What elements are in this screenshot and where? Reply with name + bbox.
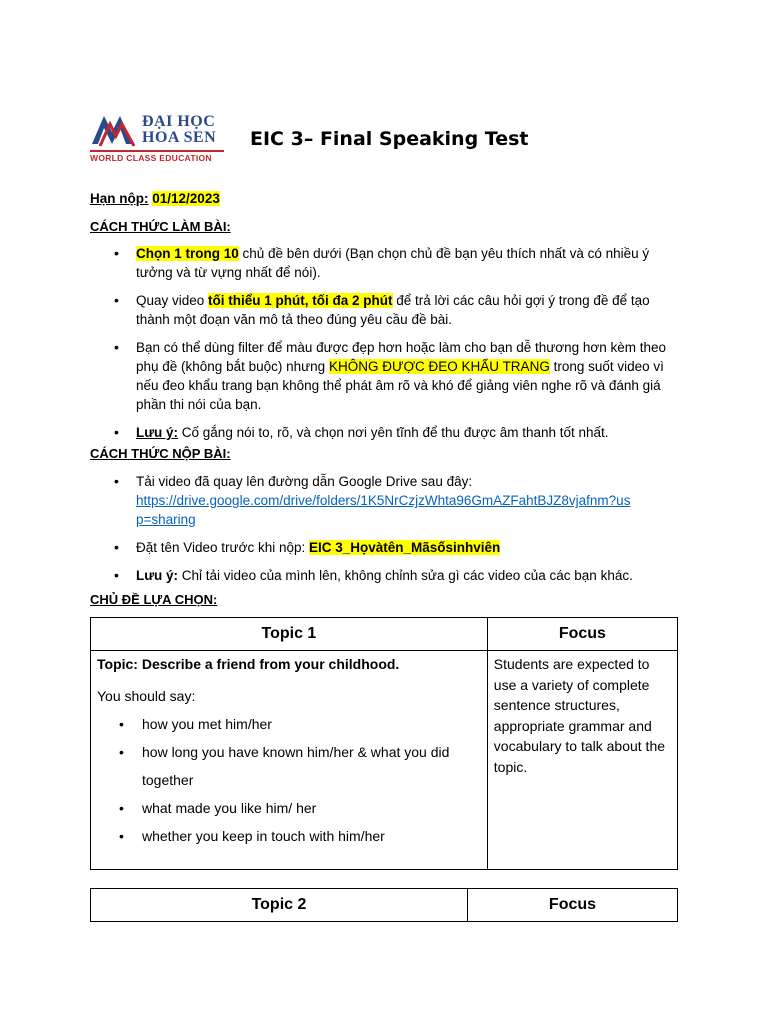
section-heading-submission: CÁCH THỨC NỘP BÀI: <box>90 446 231 461</box>
logo-divider <box>90 150 224 152</box>
item-text: Bạn có thể dùng filter để màu được đẹp hơn hoặc làm cho bạn dễ thương hơn kèm theo phụ đề (không bắt buộc) nhưng <box>136 340 667 374</box>
deadline-line <box>90 191 220 206</box>
list-item <box>110 338 670 414</box>
list-item <box>110 538 670 557</box>
list-item: • how you met him/her <box>97 710 481 738</box>
list-item <box>110 472 670 529</box>
list-item: • whether you keep in touch with him/her <box>97 822 481 850</box>
topic-1-focus: Students are expected to use a variety of complete sentence structures, appropriate grammar and vocabulary to talk about the topic. <box>487 651 677 870</box>
google-drive-link[interactable]: https://drive.google.com/drive/folders/1K5NrCzjzWhta96GmAZFahtBJZ8vjafnm?usp=sharing <box>136 493 631 527</box>
item-text: Đặt tên Video trước khi nộp: <box>136 540 309 555</box>
logo-line-2: HOA SEN <box>142 129 217 146</box>
logo-name <box>142 114 216 146</box>
topic-1-title: Topic: Describe a friend from your childhood. <box>97 656 400 672</box>
list-item <box>110 291 670 329</box>
item-text: chủ đề bên dưới (Bạn chọn chủ đề bạn yêu thích nhất và có nhiều ý tưởng và từ vựng nhất để nói). <box>136 246 650 280</box>
submission-list <box>110 472 670 585</box>
page-title: EIC 3– Final Speaking Test <box>250 128 529 150</box>
topic-1-lead: You should say: <box>97 688 196 704</box>
logo-emblem-icon <box>90 110 142 148</box>
item-text: để trả lời các câu hỏi gợi ý trong đề để tạo thành một đoạn văn mô tả theo đúng yêu cầu đề bài. <box>136 293 650 327</box>
topic-2-table <box>90 888 678 922</box>
highlight-text: EIC 3_Họvàtên_Mãsốsinhviên <box>308 540 501 555</box>
note-label: Lưu ý: <box>136 568 179 583</box>
section-heading-topics: CHỦ ĐỀ LỰA CHỌN: <box>90 592 218 607</box>
item-text: Tải video đã quay lên đường dẫn Google Drive sau đây: <box>136 474 473 489</box>
document-header <box>90 110 690 170</box>
note-label: Lưu ý: <box>136 425 179 440</box>
deadline-label: Hạn nộp: <box>90 191 149 206</box>
list-item: • how long you have known him/her & what you did together <box>97 738 481 794</box>
item-text: trong suốt video vì nếu đeo khẩu trang bạn không thể phát âm rõ và khó để giảng viên nghe rõ và đánh giá phần thi nói của bạn. <box>136 359 664 412</box>
topic-1-content <box>91 651 488 870</box>
instructions-list <box>110 244 670 442</box>
logo-line-1: ĐẠI HỌC <box>142 113 216 130</box>
item-text: Cố gắng nói to, rõ, và chọn nơi yên tĩnh để thu được âm thanh tốt nhất. <box>178 425 609 440</box>
list-item <box>110 423 670 442</box>
item-text: Chỉ tải video của mình lên, không chỉnh sửa gì các video của các bạn khác. <box>178 568 633 583</box>
highlight-text: KHÔNG ĐƯỢC ĐEO KHẨU TRANG <box>328 359 550 374</box>
topic-1-header: Topic 1 <box>91 618 488 651</box>
deadline-value: 01/12/2023 <box>152 191 220 206</box>
item-text: Quay video <box>136 293 209 308</box>
highlight-text: tối thiểu 1 phút, tối đa 2 phút <box>208 293 393 308</box>
topic-1-bullets <box>97 710 481 850</box>
university-logo <box>90 110 230 166</box>
section-heading-how-to: CÁCH THỨC LÀM BÀI: <box>90 219 231 234</box>
topic-2-header: Topic 2 <box>91 889 468 922</box>
list-item <box>110 566 670 585</box>
topic-1-table <box>90 617 678 870</box>
list-item <box>110 244 670 282</box>
focus-header: Focus <box>467 889 677 922</box>
highlight-text: Chọn 1 trong 10 <box>136 246 239 261</box>
list-item: • what made you like him/ her <box>97 794 481 822</box>
focus-header: Focus <box>487 618 677 651</box>
logo-tagline: WORLD CLASS EDUCATION <box>90 153 212 163</box>
